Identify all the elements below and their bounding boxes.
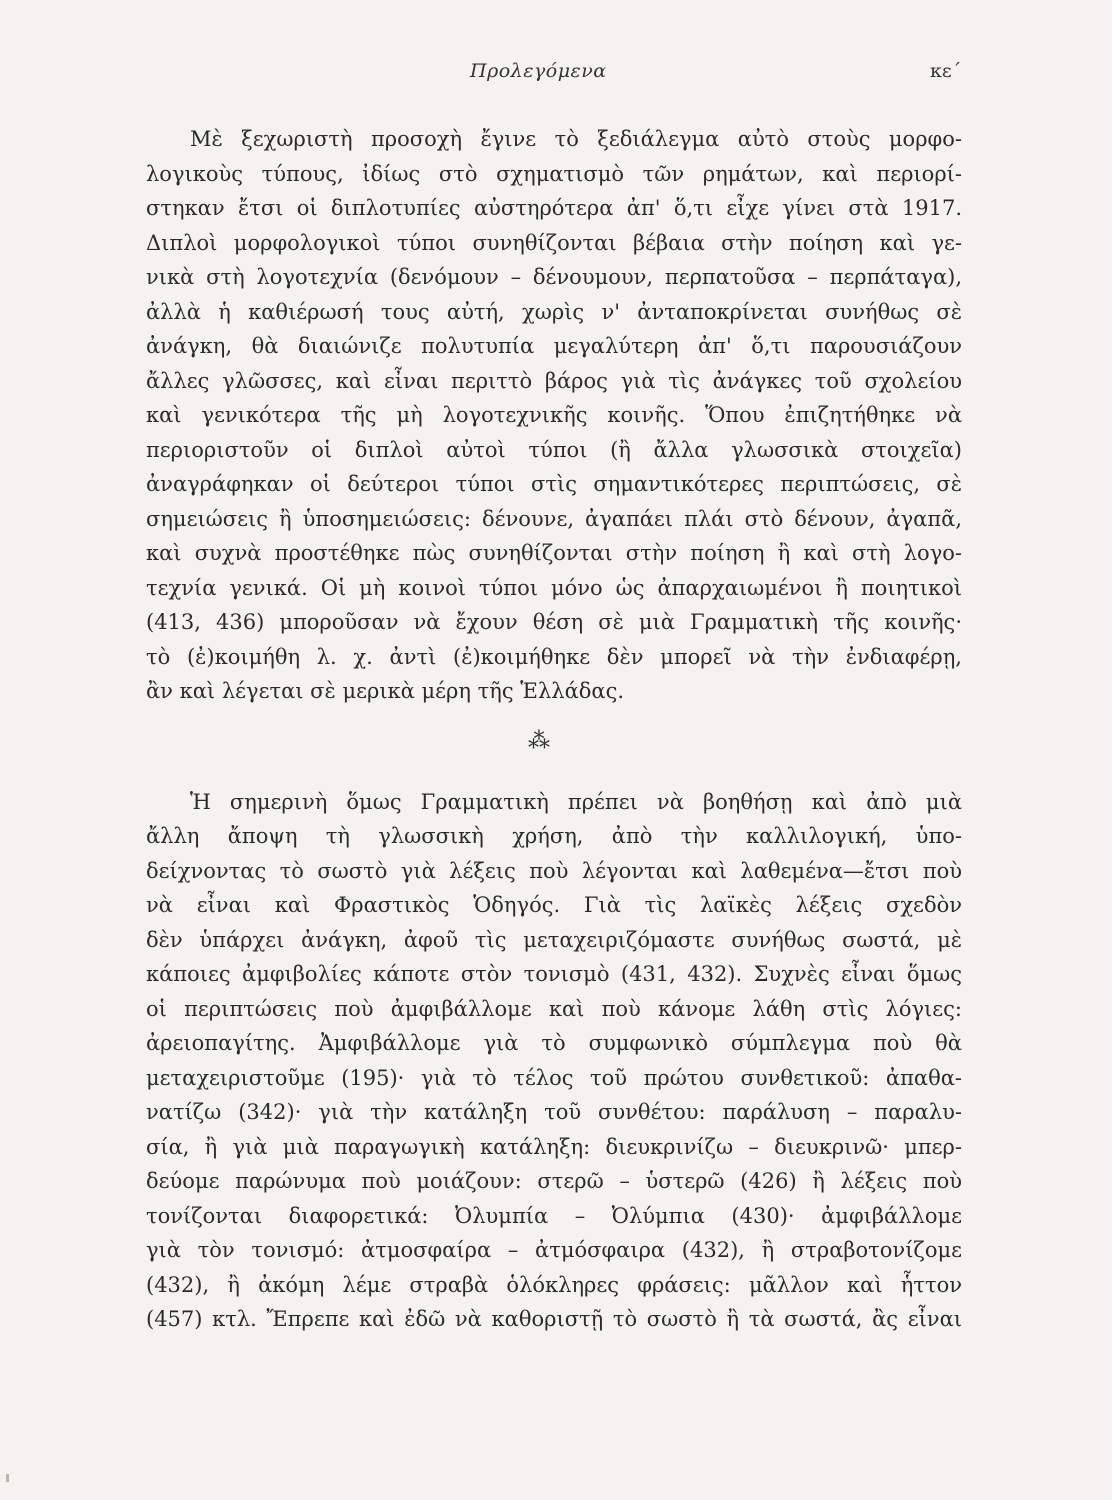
text-line: Διπλοὶ μορφολογικοὶ τύποι συνηθίζονται βέβαια στὴν ποίηση καὶ γε-: [146, 230, 962, 255]
text-line: δείχνοντας τὸ σωστὸ γιὰ λέξεις ποὺ λέγονται καὶ λαθεμένα—ἔτσι ποὺ: [146, 858, 962, 883]
text-line: γιὰ τὸν τονισμό: ἀτμοσφαίρα – ἀτμόσφαιρα (432), ἢ στραβοτονίζομε: [146, 1238, 962, 1262]
text-line: ἄλλες γλῶσσες, καὶ εἶναι περιττὸ βάρος γιὰ τὶς ἀνάγκες τοῦ σχολείου: [146, 368, 962, 393]
section-divider: [146, 709, 962, 785]
text-line: δὲν ὑπάρχει ἀνάγκη, ἀφοῦ τὶς μεταχειριζόμαστε συνήθως σωστά, μὲ: [146, 927, 962, 952]
text-line: (413, 436) μποροῦσαν νὰ ἔχουν θέση σὲ μιὰ Γραμματικὴ τῆς κοινῆς·: [146, 610, 962, 634]
paragraph-1: [146, 122, 962, 709]
text-line: Μὲ ξεχωριστὴ προσοχὴ ἔγινε τὸ ξεδιάλεγμα αὐτὸ στοὺς μορφο-: [190, 127, 962, 151]
text-line: σημειώσεις ἢ ὑποσημειώσεις: δένουνε, ἀγαπάει πλάι στὸ δένουν, ἀγαπᾶ,: [146, 506, 962, 531]
text-line: μεταχειριστοῦμε (195)· γιὰ τὸ τέλος τοῦ πρώτου συνθετικοῦ: ἀπαθα-: [146, 1065, 962, 1090]
text-line: στηκαν ἔτσι οἱ διπλοτυπίες αὐστηρότερα ἀπ' ὅ,τι εἶχε γίνει στὰ 1917.: [146, 196, 962, 220]
asterism-glyph: ⁂: [528, 728, 550, 754]
text-line: τονίζονται διαφορετικά: Ὀλυμπία – Ὀλύμπια (430)· ἀμφιβάλλομε: [146, 1203, 962, 1228]
text-line: ἀρειοπαγίτης. Ἀμφιβάλλομε γιὰ τὸ συμφωνικὸ σύμπλεγμα ποὺ θὰ: [146, 1031, 962, 1055]
body-text: [146, 122, 962, 1337]
text-line: (432), ἢ ἀκόμη λέμε στραβὰ ὁλόκληρες φράσεις: μᾶλλον καὶ ἧττον: [146, 1272, 962, 1297]
paragraph-2: [146, 785, 962, 1337]
text-line: καὶ συχνὰ προστέθηκε πὼς συνηθίζονται στὴν ποίηση ἢ καὶ στὴ λογο-: [146, 541, 962, 565]
text-line: ἀναγράφηκαν οἱ δεύτεροι τύποι στὶς σημαντικότερες περιπτώσεις, σὲ: [146, 472, 962, 496]
text-line: ἄλλη ἄποψη τὴ γλωσσικὴ χρήση, ἀπὸ τὴν καλλιλογική, ὑπο-: [146, 824, 962, 848]
page-number: κε΄: [930, 60, 962, 82]
text-line: (457) κτλ. Ἔπρεπε καὶ ἐδῶ νὰ καθοριστῇ τὸ σωστὸ ἢ τὰ σωστά, ἂς εἶναι: [146, 1307, 962, 1331]
text-line: ἀνάγκη, θὰ διαιώνιζε πολυτυπία μεγαλύτερη ἀπ' ὅ,τι παρουσιάζουν: [146, 334, 962, 358]
text-line: σία, ἢ γιὰ μιὰ παραγωγικὴ κατάληξη: διευκρινίζω – διευκρινῶ· μπερ-: [146, 1134, 962, 1159]
text-line: οἱ περιπτώσεις ποὺ ἀμφιβάλλομε καὶ ποὺ κάνομε λάθη στὶς λόγιες:: [146, 996, 962, 1021]
text-line: κάποιες ἀμφιβολίες κάποτε στὸν τονισμὸ (431, 432). Συχνὲς εἶναι ὅμως: [146, 962, 962, 986]
text-line: καὶ γενικότερα τῆς μὴ λογοτεχνικῆς κοινῆς. Ὅπου ἐπιζητήθηκε νὰ: [146, 403, 962, 427]
text-line: τὸ (ἐ)κοιμήθη λ. χ. ἀντὶ (ἐ)κοιμήθηκε δὲν μπορεῖ νὰ τὴν ἐνδιαφέρῃ,: [146, 644, 962, 669]
text-line: ἂν καὶ λέγεται σὲ μερικὰ μέρη τῆς Ἑλλάδας.: [146, 679, 625, 703]
text-line: περιοριστοῦν οἱ διπλοὶ αὐτοὶ τύποι (ἢ ἄλλα γλωσσικὰ στοιχεῖα): [146, 437, 962, 462]
text-line: λογικοὺς τύπους, ἰδίως στὸ σχηματισμὸ τῶν ρημάτων, καὶ περιορί-: [146, 161, 962, 186]
running-head: [0, 60, 1112, 90]
text-line: δεύομε παρώνυμα ποὺ μοιάζουν: στερῶ – ὑστερῶ (426) ἢ λέξεις ποὺ: [146, 1169, 962, 1193]
text-line: νατίζω (342)· γιὰ τὴν κατάληξη τοῦ συνθέτου: παράλυση – παραλυ-: [146, 1100, 962, 1124]
text-line: νικὰ στὴ λογοτεχνία (δενόμουν – δένουμουν, περπατοῦσα – περπάταγα),: [146, 265, 962, 289]
text-line: τεχνία γενικά. Οἱ μὴ κοινοὶ τύποι μόνο ὡς ἀπαρχαιωμένοι ἢ ποιητικοὶ: [146, 575, 962, 600]
running-title: Προλεγόμενα: [470, 60, 607, 82]
text-line: ἀλλὰ ἡ καθιέρωσή τους αὐτή, χωρὶς ν' ἀνταποκρίνεται συνήθως σὲ: [146, 299, 962, 324]
scan-speck: [6, 1474, 9, 1482]
text-line: Ἡ σημερινὴ ὅμως Γραμματικὴ πρέπει νὰ βοηθήσῃ καὶ ἀπὸ μιὰ: [190, 789, 962, 814]
text-line: νὰ εἶναι καὶ Φραστικὸς Ὁδηγός. Γιὰ τὶς λαϊκὲς λέξεις σχεδὸν: [146, 893, 962, 917]
